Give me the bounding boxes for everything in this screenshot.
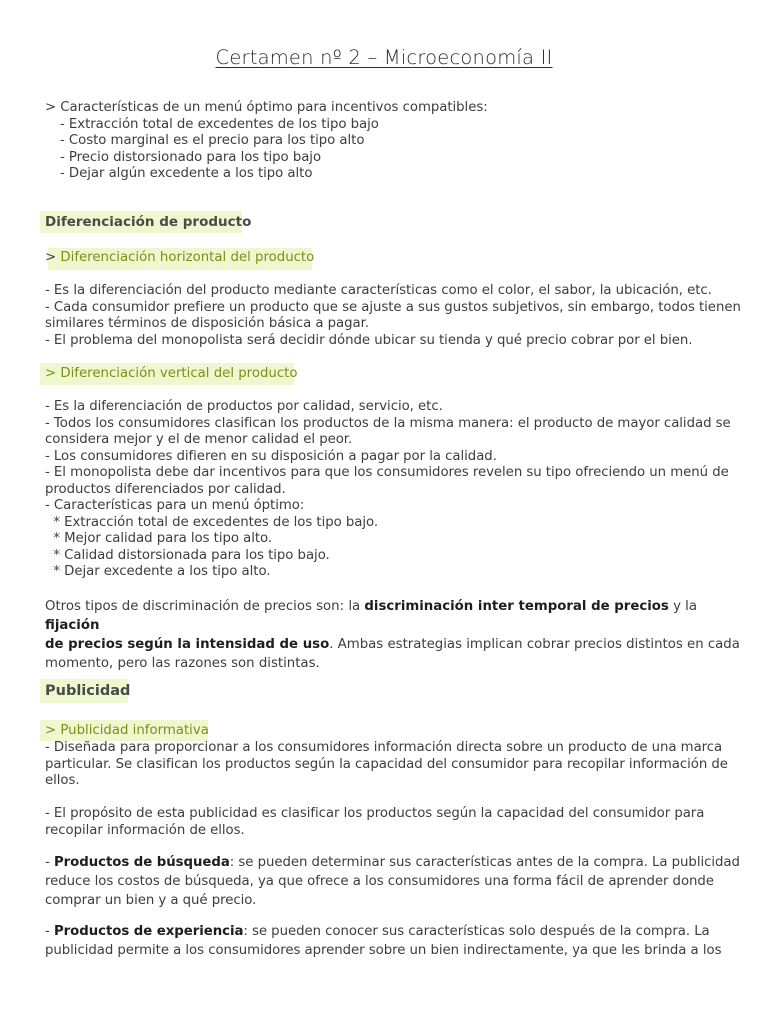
paragraph-busqueda: - Productos de búsqueda: se pueden determinar sus características antes de la compra. La publicidad	[45, 855, 740, 870]
bullet-item: * Extracción total de excedentes de los tipo bajo.	[45, 514, 379, 530]
paragraph-line: particular. Se clasifican los productos según la capacidad del consumidor para recopilar información de	[45, 756, 728, 772]
paragraph-line: - El propósito de esta publicidad es clasificar los productos según la capacidad del consumidor para	[45, 806, 705, 821]
paragraph-line: - El monopolista debe dar incentivos para que los consumidores revelen su tipo ofreciendo un menú de	[45, 465, 729, 480]
menu-item: - Costo marginal es el precio para los tipo alto	[60, 133, 365, 148]
bold-term: de precios según la intensidad de uso	[45, 637, 330, 652]
subheading-informativa: > Publicidad informativa	[45, 723, 209, 738]
paragraph-line: - Es la diferenciación de productos por calidad, servicio, etc.	[45, 399, 443, 414]
bullet-item: * Calidad distorsionada para los tipo bajo.	[45, 547, 330, 563]
menu-item: - Extracción total de excedentes de los tipo bajo	[60, 116, 379, 132]
paragraph-line: - Diseñada para proporcionar a los consumidores información directa sobre un producto de una marca	[45, 740, 723, 755]
section-heading-diferenciacion: Diferenciación de producto	[45, 214, 252, 230]
paragraph-line: - Los consumidores difieren en su disposición a pagar por la calidad.	[45, 448, 497, 464]
paragraph-line: - Cada consumidor prefiere un producto que se ajuste a sus gustos subjetivos, sin embargo, todos tienen	[45, 299, 741, 315]
arrow-marker: >	[45, 250, 57, 265]
paragraph-line: publicidad permite a los consumidores aprender sobre un bien indirectamente, ya que les brinda a los	[45, 943, 722, 958]
paragraph-line: productos diferenciados por calidad.	[45, 481, 286, 497]
subheading-vertical: > Diferenciación vertical del producto	[45, 366, 298, 381]
bold-term: Productos de búsqueda	[53, 855, 230, 870]
paragraph-line: recopilar información de ellos.	[45, 822, 245, 838]
paragraph-line: reduce los costos de búsqueda, ya que ofrece a los consumidores una forma fácil de aprender donde	[45, 874, 714, 889]
paragraph-line: ellos.	[45, 773, 80, 788]
bullet-item: * Mejor calidad para los tipo alto.	[45, 531, 273, 546]
subheading-label: Diferenciación horizontal del producto	[56, 250, 315, 265]
paragraph-experiencia: - Productos de experiencia: se pueden conocer sus características solo después de la compra. La	[45, 924, 710, 939]
paragraph-line: - Es la diferenciación del producto mediante características como el color, el sabor, la ubicación, etc.	[45, 283, 712, 298]
paragraph-line: comprar un bien y a qué precio.	[45, 893, 257, 908]
bullet-item: * Dejar excedente a los tipo alto.	[45, 564, 271, 579]
paragraph-line: similares términos de disposición básica a pagar.	[45, 316, 369, 331]
bold-term: discriminación inter temporal de precios	[364, 599, 669, 614]
paragraph-line: - El problema del monopolista será decidir dónde ubicar su tienda y qué precio cobrar por el bien.	[45, 332, 693, 348]
paragraph-line: considera mejor y el de menor calidad el peor.	[45, 432, 353, 447]
section-heading-publicidad: Publicidad	[45, 683, 131, 699]
menu-item: - Precio distorsionado para los tipo bajo	[60, 149, 322, 165]
page-title: Certamen nº 2 – Microeconomía II	[215, 46, 553, 69]
bold-term: fijación	[45, 618, 100, 633]
paragraph-otros-tipos: Otros tipos de discriminación de precios son: la discriminación inter temporal de precios y la fijación de precios según la intensidad de uso. Ambas estrategias implican cobrar precios distintos en cada momento, pero las razones son distintas.	[45, 599, 740, 671]
menu-item: - Dejar algún excedente a los tipo alto	[60, 166, 313, 181]
menu-intro: > Características de un menú óptimo para incentivos compatibles:	[45, 100, 488, 115]
subheading-horizontal	[45, 250, 314, 265]
paragraph-line: - Todos los consumidores clasifican los productos de la misma manera: el producto de mayor calidad se	[45, 415, 731, 431]
paragraph-line: - Características para un menú óptimo:	[45, 498, 305, 513]
bold-term: Productos de experiencia	[53, 924, 244, 939]
